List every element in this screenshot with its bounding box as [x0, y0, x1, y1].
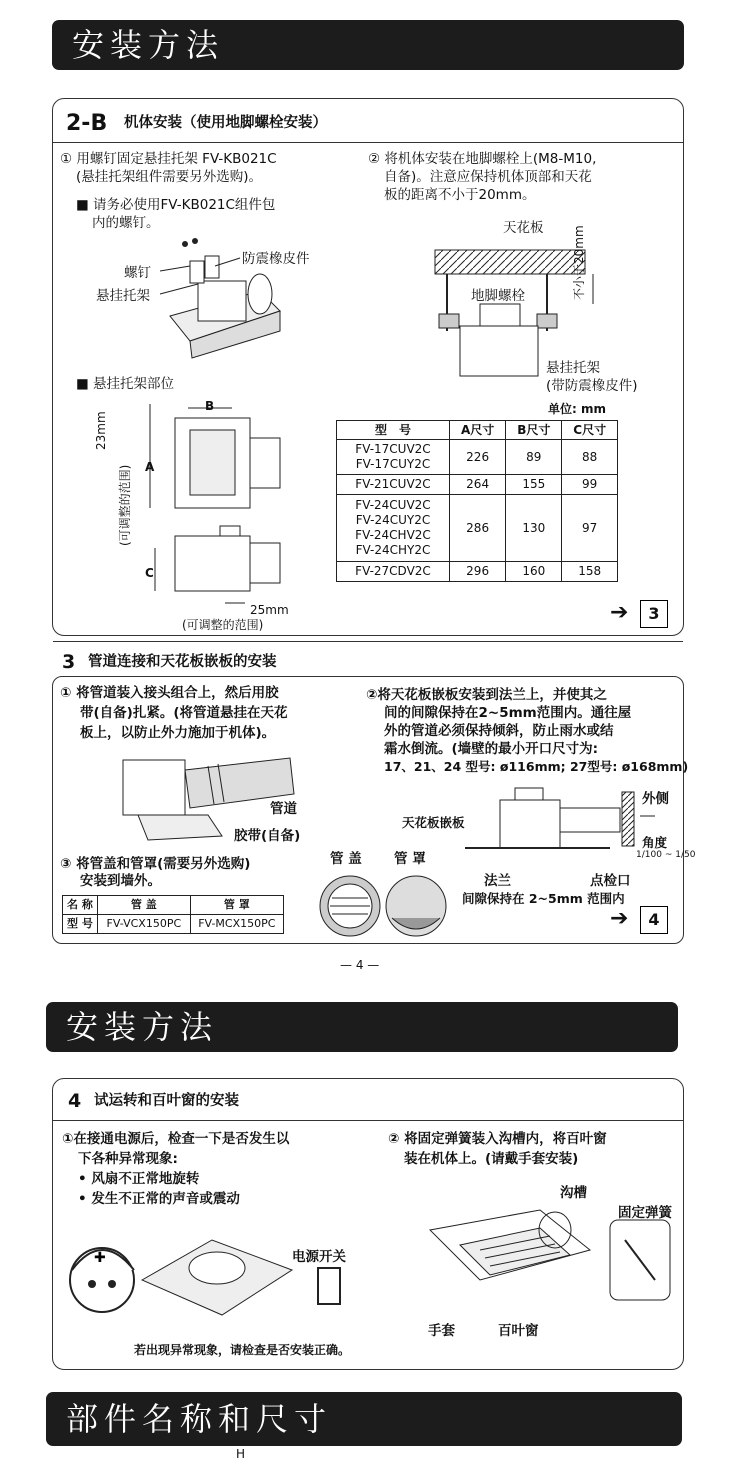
label-groove: 沟槽 — [560, 1185, 587, 1201]
table-header: 型 号 — [337, 421, 450, 440]
label-min-20mm: 不小于20mm — [572, 225, 586, 300]
step-text: ②将天花板嵌板安装到法兰上，并使其之 — [366, 687, 607, 703]
label-flange: 法兰 — [484, 873, 511, 889]
note-text: ■ 请务必使用FV-KB021C组件包 — [76, 197, 276, 213]
cap-hood-illustration — [318, 870, 448, 942]
label-fixing-spring: 固定弹簧 — [618, 1205, 672, 1221]
label-duct: 管道 — [270, 801, 297, 817]
dim-b: B — [205, 399, 215, 413]
label-bracket-rubber: 悬挂托架 — [546, 360, 600, 376]
dim-23mm: 23mm — [94, 411, 108, 450]
angle-ratio: 1/100 ~ 1/50 — [636, 850, 696, 860]
goto-step-3: 3 — [640, 600, 668, 628]
step-text: 板的距离不小于20mm。 — [384, 187, 536, 203]
dim-c: C — [145, 566, 154, 580]
dim-a: A — [145, 460, 155, 474]
step-text: ② 将机体安装在地脚螺栓上(M8-M10, — [368, 151, 597, 167]
section-number: 2-B — [66, 111, 108, 136]
step-text: ① 将管道装入接头组合上，然后用胶 — [60, 685, 279, 701]
step-text: 霜水倒流。(墙壁的最小开口尺寸为: — [384, 741, 599, 757]
table-header: C尺寸 — [562, 421, 618, 440]
step-text: ② 将固定弹簧装入沟槽内，将百叶窗 — [388, 1131, 607, 1147]
step-text: 安装到墙外。 — [80, 873, 161, 889]
label-ceiling: 天花板 — [503, 220, 544, 236]
table-header: B尺寸 — [506, 421, 562, 440]
step-text: 装在机体上。(请戴手套安装) — [404, 1151, 579, 1167]
label-screw: 螺钉 — [124, 265, 151, 281]
section-number: 3 — [62, 651, 76, 673]
section-number: 4 — [68, 1090, 82, 1112]
label-gap: 间隙保持在 2~5mm 范围内 — [462, 891, 625, 906]
step-text: • 风扇不正常地旋转 — [78, 1171, 200, 1187]
accessory-table: 名 称 管 盖 管 罩 型 号 FV-VCX150PC FV-MCX150PC — [62, 895, 284, 934]
dimension-drawing — [110, 398, 290, 618]
label-hood: 管 罩 — [394, 851, 426, 867]
table-header: A尺寸 — [450, 421, 506, 440]
step-text: 17、21、24 型号: ø116mm; 27型号: ø168mm) — [384, 759, 689, 774]
adjustable-range-vertical: (可调整的范围) — [118, 464, 132, 546]
divider — [53, 142, 683, 143]
step-text: 板上，以防止外力施加于机体)。 — [80, 725, 276, 741]
divider — [53, 1120, 683, 1121]
bracket-position-title: ■ 悬挂托架部位 — [76, 376, 175, 392]
label-bracket: 悬挂托架 — [96, 288, 150, 304]
step-text: (悬挂托架组件需要另外选购)。 — [76, 169, 263, 185]
label-power-switch: 电源开关 — [292, 1249, 346, 1265]
label-inspection-port: 点检口 — [590, 873, 631, 889]
test-run-illustration — [62, 1220, 352, 1340]
label-cap: 管 盖 — [330, 851, 362, 867]
section-title: 试运转和百叶窗的安装 — [94, 1093, 239, 1109]
step-text: ① 用螺钉固定悬挂托架 FV-KB021C — [60, 151, 277, 167]
arrow-right-icon: ➔ — [610, 906, 629, 931]
label-tape: 胶带(自备) — [234, 828, 301, 844]
arrow-right-icon: ➔ — [610, 600, 629, 625]
table-row: FV-17CUV2C FV-17CUY2C 226 89 88 — [337, 440, 618, 475]
page-number: — 4 — — [340, 958, 380, 972]
dim-25mm: 25mm — [250, 603, 289, 617]
label-glove: 手套 — [428, 1323, 455, 1339]
step-text: ①在接通电源后，检查一下是否发生以 — [62, 1131, 290, 1147]
divider — [53, 641, 683, 642]
section-title: 管道连接和天花板嵌板的安装 — [88, 654, 277, 670]
step-text: 带(自备)扎紧。(将管道悬挂在天花 — [80, 705, 288, 721]
step-text: 外的管道必须保持倾斜，防止雨水或结 — [384, 723, 614, 739]
note-text: 内的螺钉。 — [92, 215, 160, 231]
step-text: ③ 将管盖和管罩(需要另外选购) — [60, 856, 251, 872]
label-bracket-rubber: (带防震橡皮件) — [546, 378, 638, 394]
dimension-table — [336, 420, 618, 582]
section-title: 机体安装（使用地脚螺栓安装） — [124, 115, 327, 131]
dimension-marker: H — [236, 1447, 246, 1461]
panel-flange-illustration — [460, 778, 660, 876]
label-rubber: 防震橡皮件 — [242, 251, 310, 267]
goto-step-4: 4 — [640, 906, 668, 934]
adjustable-range-horizontal: (可调整的范围) — [182, 618, 264, 632]
svg-text:✚: ✚ — [94, 1250, 106, 1266]
table-row: FV-27CDV2C 296 160 158 — [337, 562, 618, 582]
note-text: 若出现异常现象，请检查是否安装正确。 — [134, 1343, 351, 1357]
section-banner: 安装方法 — [46, 1002, 678, 1052]
table-row: FV-24CUV2C FV-24CUY2C FV-24CHV2C FV-24CHY2C 286 130 97 — [337, 495, 618, 562]
step-text: 间的间隙保持在2~5mm范围内。通往屋 — [384, 705, 632, 721]
label-angle: 角度 — [642, 835, 668, 850]
step-text: 下各种异常现象: — [78, 1151, 178, 1167]
section-banner: 部件名称和尺寸 — [46, 1392, 682, 1446]
step-text: • 发生不正常的声音或震动 — [78, 1191, 240, 1207]
unit-label: 单位: mm — [548, 402, 606, 416]
label-ceiling-panel: 天花板嵌板 — [402, 815, 465, 830]
table-row: FV-21CUV2C 264 155 99 — [337, 475, 618, 495]
label-outside: 外侧 — [642, 791, 669, 807]
label-bolt: 地脚螺栓 — [471, 288, 525, 304]
section-banner: 安装方法 — [52, 20, 684, 70]
label-louver: 百叶窗 — [498, 1323, 539, 1339]
step-text: 自备)。注意应保持机体顶部和天花 — [384, 169, 592, 185]
